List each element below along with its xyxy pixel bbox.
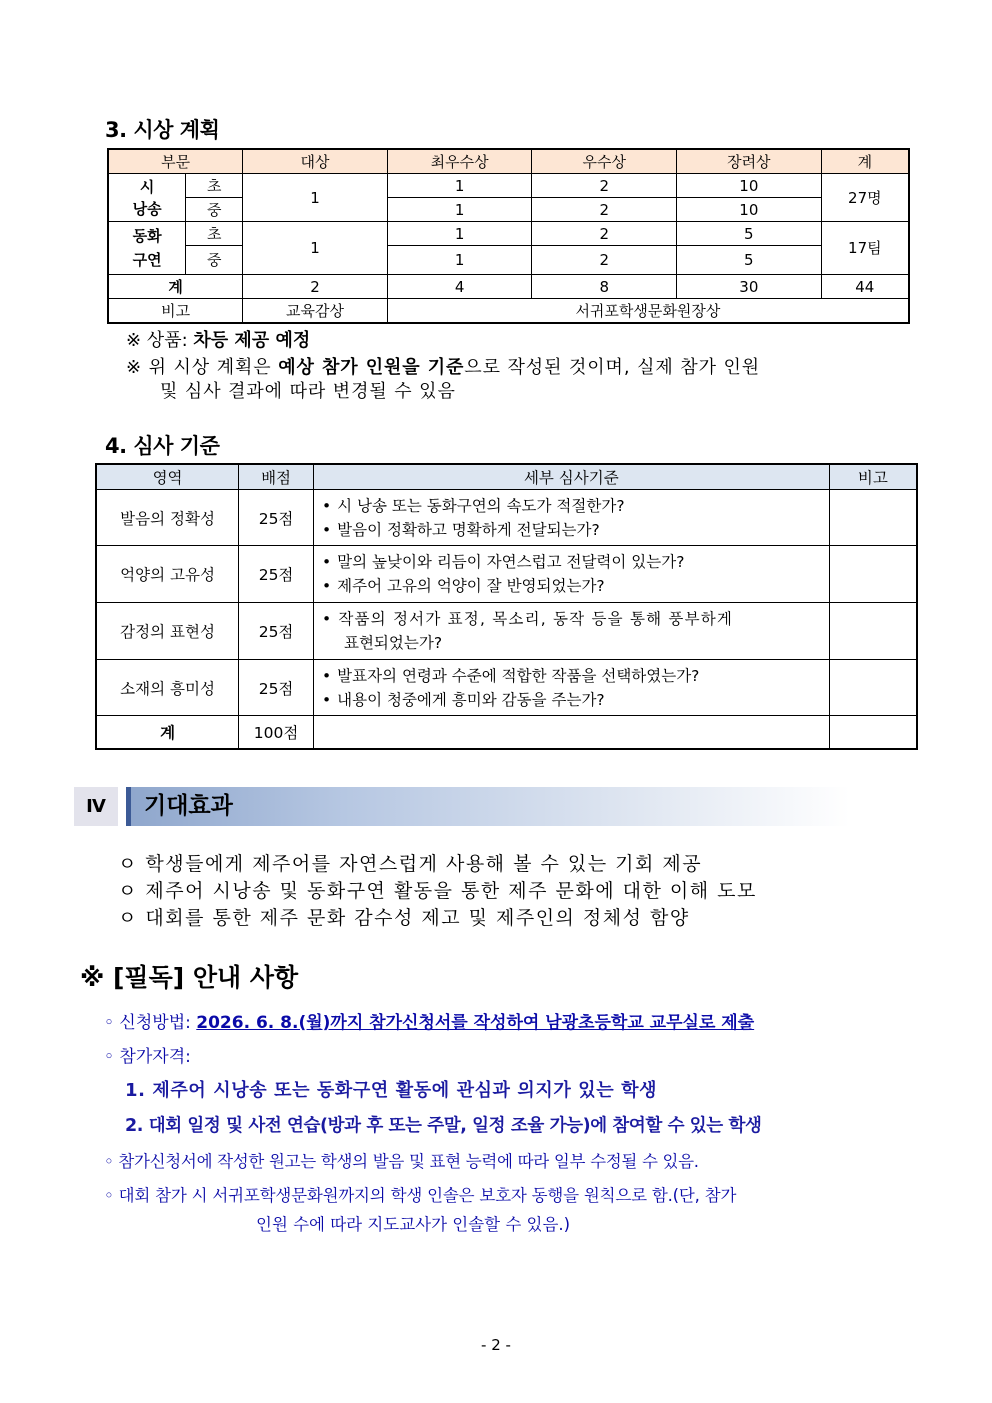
judging-score: 25점: [239, 546, 314, 603]
award-table-header: [108, 149, 909, 174]
judging-score: 25점: [239, 603, 314, 660]
award-story-label-1: 동화: [132, 227, 162, 245]
award-elem-label: 초: [186, 174, 243, 198]
award-note-prize: [126, 328, 310, 353]
award-remark-others: 서귀포학생문화원장상: [387, 299, 909, 324]
section-iv-accent: [126, 787, 131, 826]
judging-header-detail: 세부 심사기준: [313, 464, 829, 490]
award-mid-label: 중: [186, 246, 243, 275]
award-cell: 5: [677, 246, 822, 275]
section-iv-number-box: [74, 787, 118, 826]
judging-score: 25점: [239, 490, 314, 546]
award-cell: 1: [387, 198, 532, 222]
judging-area: 발음의 정확성: [96, 490, 239, 546]
judging-detail: [313, 546, 829, 603]
judging-detail: [313, 603, 829, 660]
award-cell: 1: [387, 174, 532, 198]
judging-area: 감정의 표현성: [96, 603, 239, 660]
notice-apply: [104, 1011, 754, 1035]
notice-qualification-label: ◦ 참가자격:: [104, 1047, 191, 1067]
award-remark-grand: 교육감상: [243, 299, 388, 324]
award-cell: 2: [243, 275, 388, 299]
note-text: 으로 작성된 것이며, 실제 참가 인원: [464, 357, 761, 378]
award-note-basis: [126, 355, 924, 380]
judging-area: 소재의 흥미성: [96, 660, 239, 716]
judging-detail-item: • 제주어 고유의 억양이 잘 반영되었는가?: [322, 574, 821, 598]
award-poem-label-2: 낭송: [132, 199, 162, 218]
award-elem-label: 초: [186, 222, 243, 246]
award-poem-total: 27명: [821, 174, 909, 222]
judging-total-remark: [829, 716, 917, 749]
judging-remark: [829, 490, 917, 546]
judging-remark: [829, 660, 917, 716]
award-cell: 10: [677, 174, 822, 198]
award-cell: 2: [532, 198, 677, 222]
award-remark-label: 비고: [108, 299, 243, 324]
judging-detail-item: • 말의 높낮이와 리듬이 자연스럽고 전달력이 있는가?: [322, 550, 821, 574]
judging-total-row: [96, 716, 917, 749]
judging-row: [96, 490, 917, 546]
award-sum-label: 계: [108, 275, 243, 299]
award-note-basis-line2: 및 심사 결과에 따라 변경될 수 있음: [160, 381, 456, 402]
notice-draft: ◦ 참가신청서에 작성한 원고는 학생의 발음 및 표현 능력에 따라 일부 수정될 수 있음.: [104, 1152, 699, 1171]
notice-title: ※ [필독] 안내 사항: [80, 963, 299, 992]
judging-row: [96, 603, 917, 660]
judging-total-label: 계: [96, 716, 239, 749]
notice-qualification-2: 2. 대회 일정 및 사전 연습(방과 후 또는 주말, 일정 조율 가능)에 참여할 수 있는 학생: [125, 1116, 762, 1136]
award-poem-label: [108, 174, 186, 222]
judging-header-area: 영역: [96, 464, 239, 490]
notice-escort-1: ◦ 대회 참가 시 서귀포학생문화원까지의 학생 인솔은 보호자 동행을 원칙으로 함.(단, 참가: [104, 1186, 737, 1205]
award-story-grand: 1: [243, 222, 388, 275]
section-iv-title: 기대효과: [144, 793, 233, 819]
award-cell: 2: [532, 174, 677, 198]
judging-row: [96, 546, 917, 603]
award-cell: 30: [677, 275, 822, 299]
judging-remark: [829, 546, 917, 603]
award-cell: 4: [387, 275, 532, 299]
award-header-grand: 대상: [243, 149, 388, 174]
award-story-label: [108, 222, 186, 275]
award-story-label-2: 구연: [132, 251, 162, 269]
judging-header-score: 배점: [239, 464, 314, 490]
award-row-story-mid: [108, 246, 909, 275]
award-row-remark: [108, 299, 909, 324]
award-header-excellence: 최우수상: [387, 149, 532, 174]
award-cell: 2: [532, 222, 677, 246]
judging-score: 25점: [239, 660, 314, 716]
note-text: ※ 위 시상 계획은: [126, 357, 279, 378]
section4-title: 4. 심사 기준: [105, 434, 220, 458]
notice-apply-text: 2026. 6. 8.(월)까지 참가신청서를 작성하여 남광초등학교 교무실로 제출: [196, 1013, 755, 1033]
section-iv-number: Ⅳ: [86, 796, 106, 817]
judging-detail-item: • 시 낭송 또는 동화구연의 속도가 적절한가?: [322, 494, 821, 518]
award-header-total: 계: [821, 149, 909, 174]
judging-detail: [313, 490, 829, 546]
judging-detail-item: • 내용이 청중에게 흥미와 감동을 주는가?: [322, 688, 821, 712]
award-table: [107, 148, 910, 324]
notice-apply-label: ◦ 신청방법:: [104, 1013, 197, 1033]
note-bold: 차등 제공 예정: [193, 330, 311, 351]
note-bold: 예상 참가 인원을 기준: [278, 357, 465, 378]
judging-header-remark: 비고: [829, 464, 917, 490]
award-header-merit: 우수상: [532, 149, 677, 174]
award-poem-label-1: 시: [139, 177, 155, 196]
award-cell: 10: [677, 198, 822, 222]
judging-detail-item: • 발표자의 연령과 수준에 적합한 작품을 선택하였는가?: [322, 664, 821, 688]
award-header-encouragement: 장려상: [677, 149, 822, 174]
award-mid-label: 중: [186, 198, 243, 222]
expected-effect-item: ㅇ 제주어 시낭송 및 동화구연 활동을 통한 제주 문화에 대한 이해 도모: [118, 880, 757, 902]
expected-effect-item: ㅇ 학생들에게 제주어를 자연스럽게 사용해 볼 수 있는 기회 제공: [118, 853, 703, 875]
note-prefix: ※ 상품:: [126, 330, 194, 351]
award-row-sum: [108, 275, 909, 299]
award-row-story-elem: [108, 222, 909, 246]
judging-remark: [829, 603, 917, 660]
judging-table: [95, 463, 918, 750]
judging-detail-item: • 작품의 정서가 표정, 목소리, 동작 등을 통해 풍부하게: [322, 607, 821, 631]
award-poem-grand: 1: [243, 174, 388, 222]
judging-detail: [313, 660, 829, 716]
award-row-poem-mid: [108, 198, 909, 222]
award-cell: 5: [677, 222, 822, 246]
judging-detail-item: • 발음이 정확하고 명확하게 전달되는가?: [322, 518, 821, 542]
award-story-total: 17팀: [821, 222, 909, 275]
judging-detail-item-cont: 표현되었는가?: [343, 634, 443, 652]
judging-total-score: 100점: [239, 716, 314, 749]
expected-effect-item: ㅇ 대회를 통한 제주 문화 감수성 제고 및 제주인의 정체성 함양: [118, 907, 690, 929]
award-cell: 1: [387, 246, 532, 275]
award-cell: 44: [821, 275, 909, 299]
judging-row: [96, 660, 917, 716]
award-row-poem-elem: [108, 174, 909, 198]
page-number: - 2 -: [481, 1336, 511, 1354]
award-cell: 2: [532, 246, 677, 275]
notice-qualification-1: 1. 제주어 시낭송 또는 동화구연 활동에 관심과 의지가 있는 학생: [125, 1080, 658, 1101]
award-cell: 8: [532, 275, 677, 299]
judging-area: 억양의 고유성: [96, 546, 239, 603]
notice-escort-2: 인원 수에 따라 지도교사가 인솔할 수 있음.): [256, 1215, 571, 1234]
award-header-division: 부문: [108, 149, 243, 174]
judging-table-header: [96, 464, 917, 490]
section-iv-title-bar: [126, 787, 850, 826]
judging-total-detail: [313, 716, 829, 749]
section3-title: 3. 시상 계획: [105, 118, 220, 142]
award-cell: 1: [387, 222, 532, 246]
